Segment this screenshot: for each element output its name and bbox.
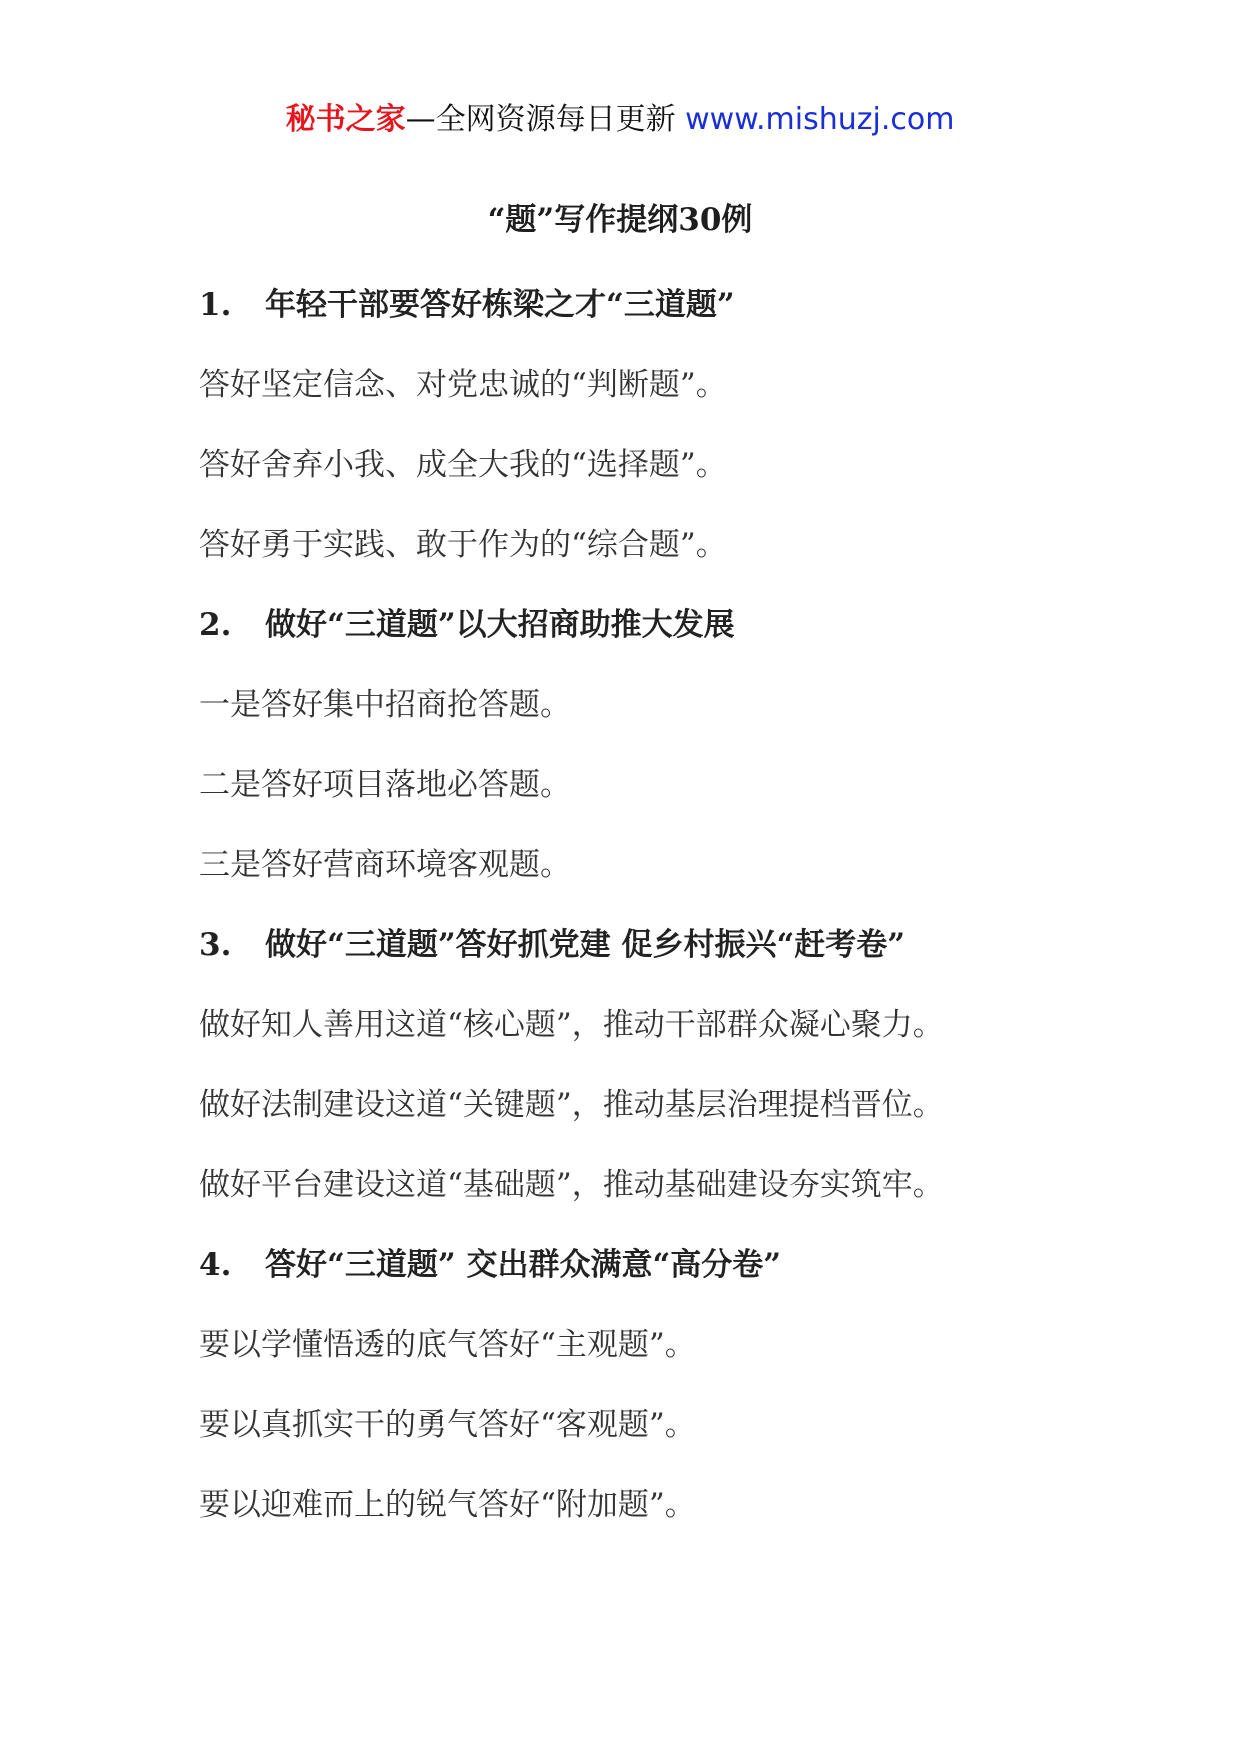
document-body [199, 278, 1079, 1558]
section-number: 1. [199, 287, 232, 323]
section-heading-text: 年轻干部要答好栋梁之才“三道题” [265, 287, 735, 323]
section-heading [199, 918, 1079, 998]
outline-point: 一是答好集中招商抢答题。 [199, 687, 571, 723]
outline-point: 要以真抓实干的勇气答好“客观题”。 [199, 1407, 696, 1443]
outline-point: 要以学懂悟透的底气答好“主观题”。 [199, 1327, 696, 1363]
section-heading [199, 598, 1079, 678]
section-number: 3. [199, 927, 232, 963]
section-heading [199, 1238, 1079, 1318]
section-heading-text: 做好“三道题”答好抓党建 促乡村振兴“赶考卷” [265, 927, 906, 963]
outline-point: 三是答好营商环境客观题。 [199, 847, 571, 883]
outline-point: 做好平台建设这道“基础题”，推动基础建设夯实筑牢。 [199, 1167, 944, 1203]
outline-point: 答好舍弃小我、成全大我的“选择题”。 [199, 447, 727, 483]
section-number: 4. [199, 1247, 232, 1283]
section-heading [199, 278, 1079, 358]
outline-point: 做好知人善用这道“核心题”，推动干部群众凝心聚力。 [199, 1007, 944, 1043]
outline-point: 要以迎难而上的锐气答好“附加题”。 [199, 1487, 696, 1523]
outline-point: 二是答好项目落地必答题。 [199, 767, 571, 803]
site-url-link[interactable]: www.mishuzj.com [685, 102, 955, 137]
section-heading-text: 做好“三道题”以大招商助推大发展 [265, 607, 735, 643]
outline-point: 答好勇于实践、敢于作为的“综合题”。 [199, 527, 727, 563]
section-heading-text: 答好“三道题” 交出群众满意“高分卷” [265, 1247, 782, 1283]
document-title: “题”写作提纲30例 [487, 202, 753, 238]
header-tagline: —全网资源每日更新 [405, 102, 676, 137]
outline-point: 答好坚定信念、对党忠诚的“判断题”。 [199, 367, 727, 403]
brand-name: 秘书之家 [285, 102, 406, 137]
section-number: 2. [199, 607, 232, 643]
outline-point: 做好法制建设这道“关键题”，推动基层治理提档晋位。 [199, 1087, 944, 1123]
site-header [0, 98, 1240, 142]
